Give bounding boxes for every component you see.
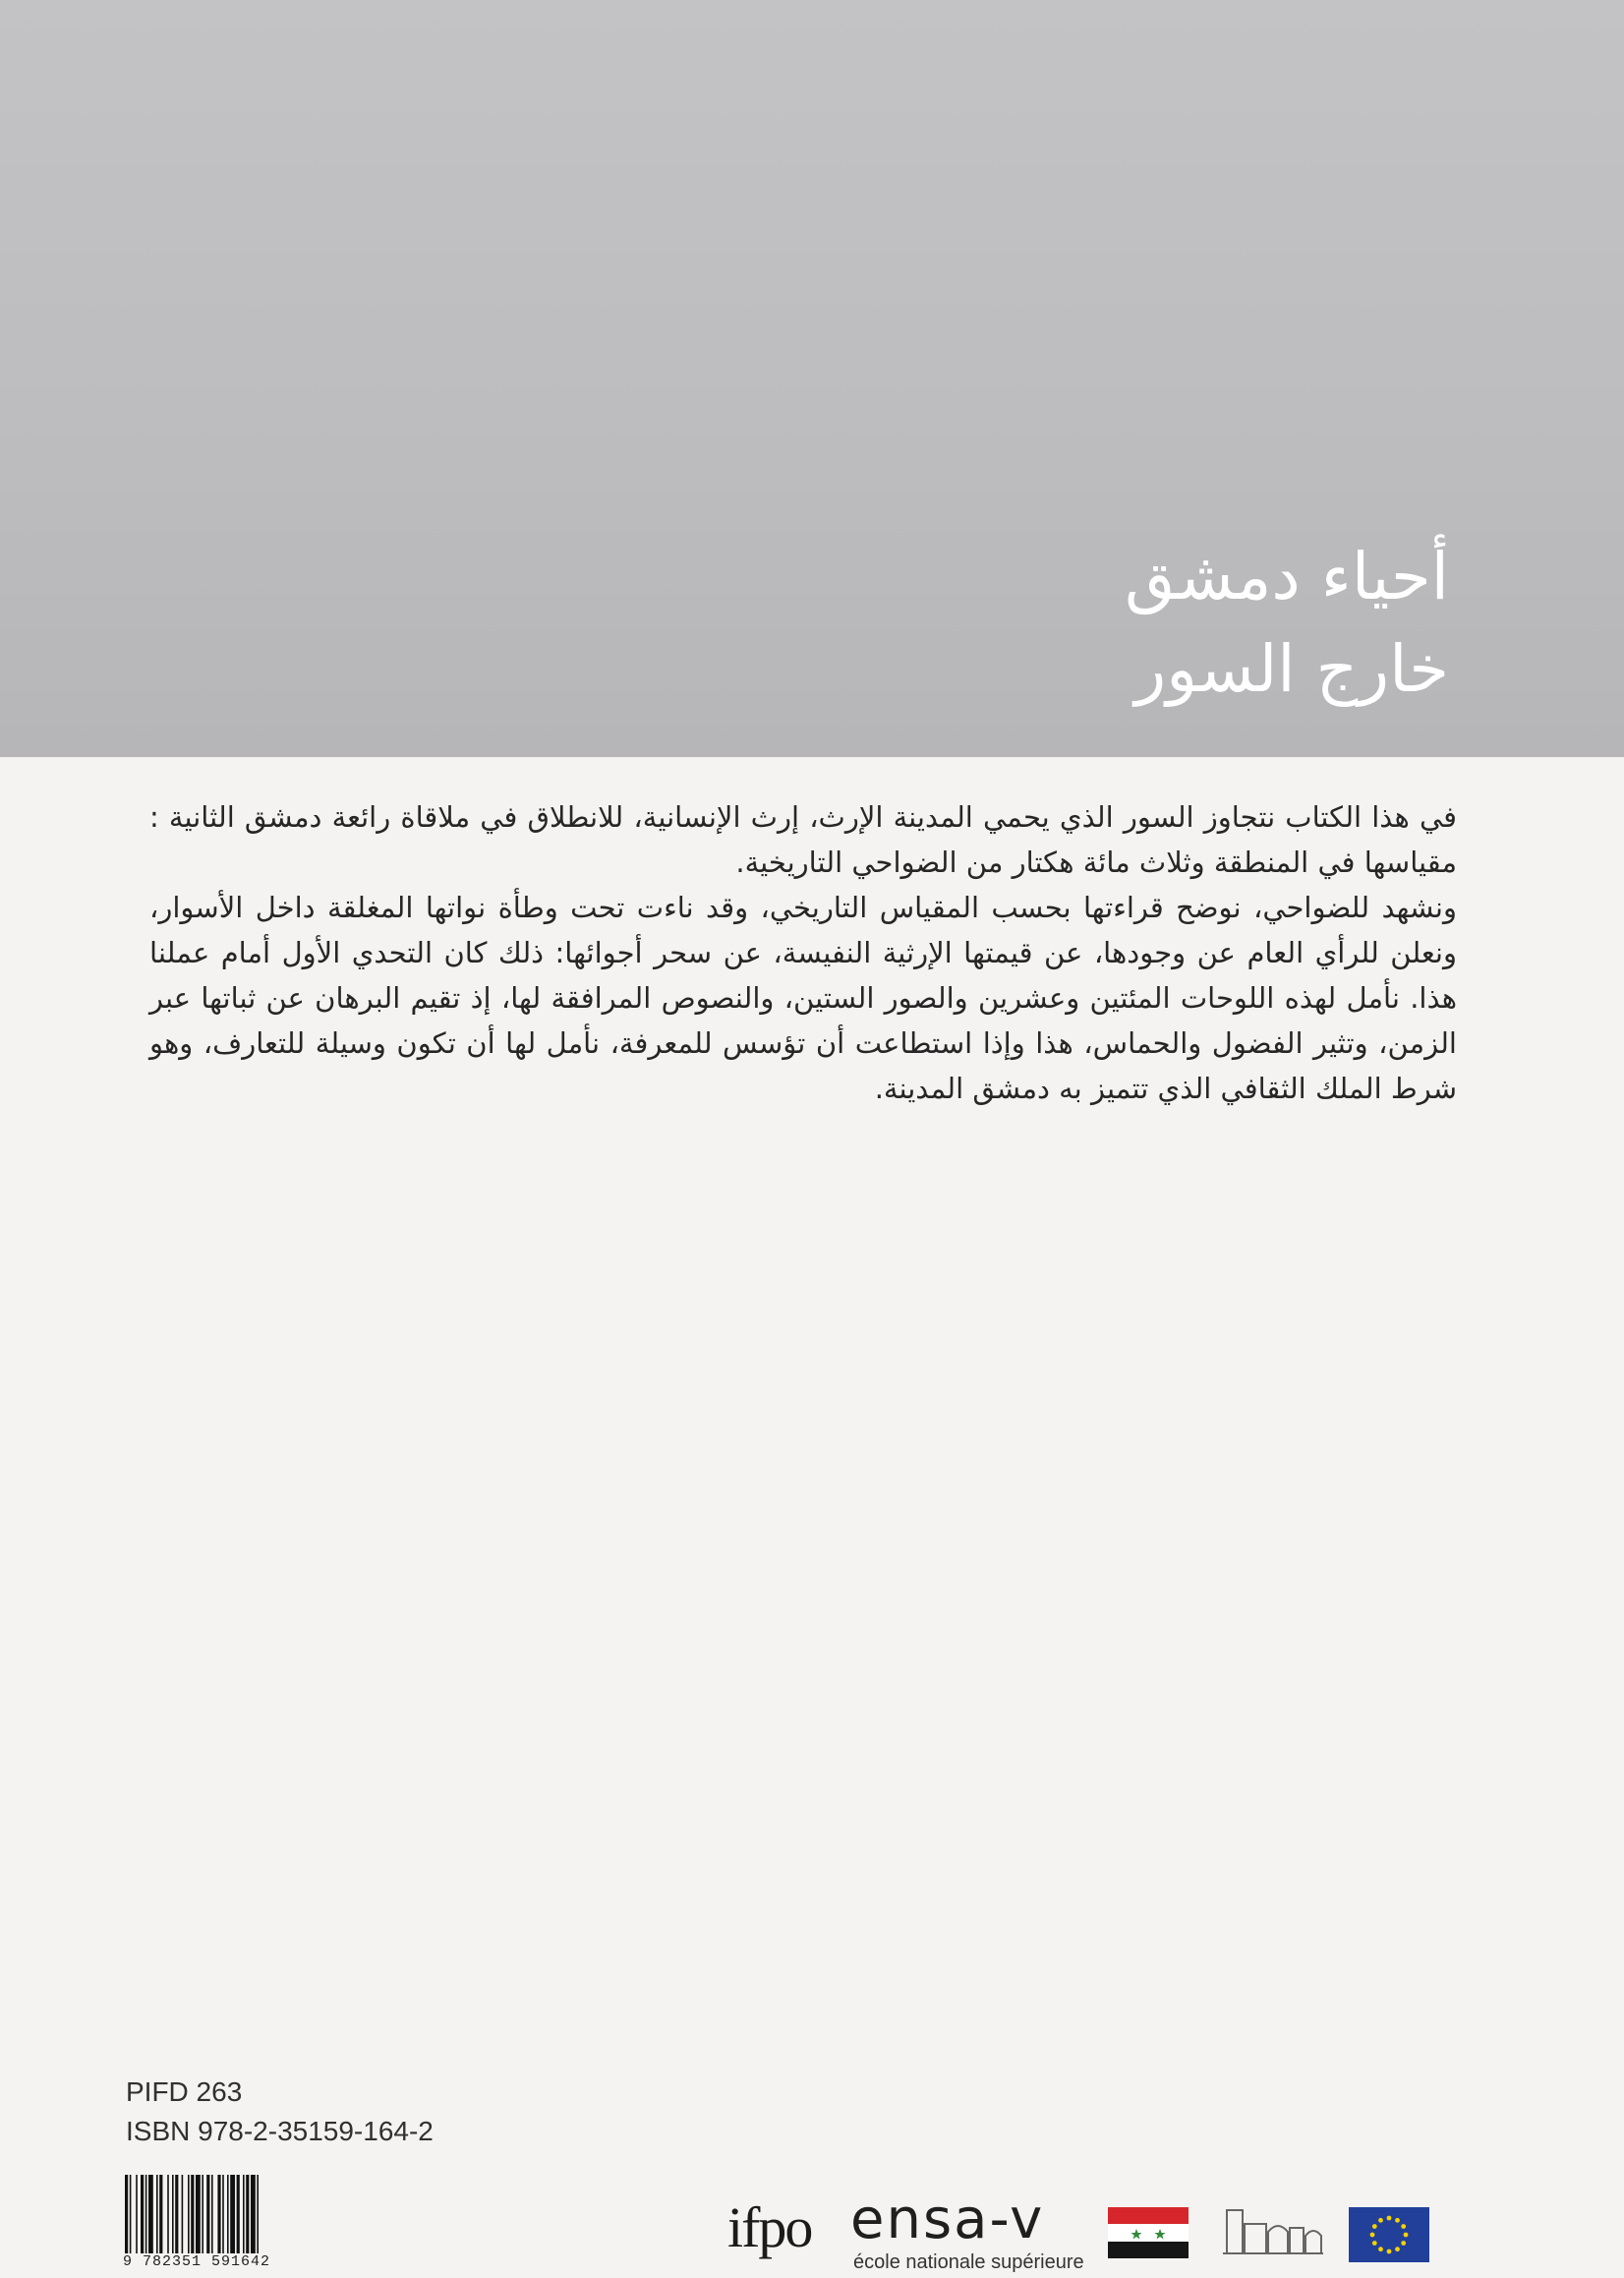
series-number: PIFD 263: [126, 2076, 243, 2107]
title-line-2: خارج السور: [1134, 631, 1449, 707]
blurb-paragraph-2: ونشهد للضواحي، نوضح قراءتها بحسب المقياس التاريخي، وقد ناءت تحت وطأة نواتها المغلقة داخل الأسوار، ونعلن للرأي العام عن وجودها، عن قيمتها الإرثية النفيسة، عن سحر أجوائها: ذلك كان التحدي الأول أمام عملنا هذا. نأمل لهذه اللوحات المئتين وعشرين والصور الستين، والنصوص المرافقة لها، إذ تقيم البرهان عن ثباتها عبر الزمن، وتثير الفضول والحماس، هذا وإذا استطاعت أن تؤسس للمعرفة، نأمل لها أن تكون وسيلة للتعارف، وهو شرط الملك الثقافي الذي تتميز به دمشق المدينة.: [149, 891, 1457, 1105]
syrian-flag-icon: [1108, 2207, 1189, 2258]
book-title: [564, 531, 1449, 716]
isbn: ISBN 978-2-35159-164-2: [126, 2116, 434, 2146]
back-cover-blurb: [149, 794, 1457, 1111]
blurb-paragraph-1: في هذا الكتاب نتجاوز السور الذي يحمي المدينة الإرث، إرث الإنسانية، للانطلاق في ملاقاة رائعة دمشق الثانية : مقياسها في المنطقة وثلاث مائة هكتار من الضواحي التاريخية.: [149, 800, 1457, 879]
municipal-administration-icon: [1219, 2198, 1327, 2261]
publication-references: [126, 2073, 434, 2151]
ifpo-logo: ifpo: [727, 2195, 812, 2259]
ensav-subtitle: école nationale supérieure: [853, 2251, 1084, 2273]
ensav-logo: ensa-v: [850, 2188, 1045, 2251]
title-line-1: أحياء دمشق: [1125, 539, 1449, 614]
barcode-digits: 9 782351 591642: [123, 2253, 300, 2270]
european-union-icon: [1349, 2207, 1429, 2262]
